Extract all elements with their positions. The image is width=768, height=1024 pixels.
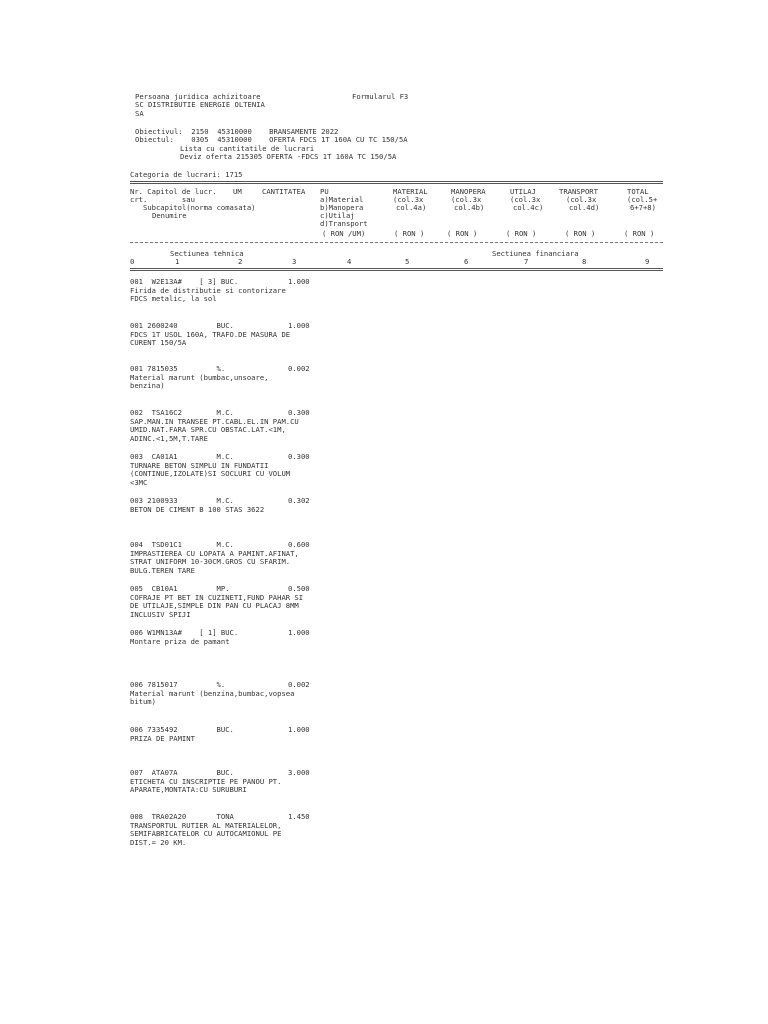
- col-header-pu: PU: [320, 187, 329, 196]
- buyer-name: SC DISTRIBUTIE ENERGIE OLTENIA: [135, 100, 265, 109]
- list-title: Lista cu cantitatile de lucrari: [180, 144, 315, 153]
- item-quantity: 1.450: [288, 812, 310, 821]
- item-description-line: FDCS metalic, la sol: [130, 294, 217, 304]
- col-number-7: 7: [524, 257, 529, 266]
- item-description-line: BULG.TEREN TARE: [130, 565, 195, 575]
- item-description-line: <3MC: [130, 477, 148, 487]
- item-code-line: 004 TSD01C1 M.C.: [130, 540, 234, 549]
- item-description-line: benzina): [130, 381, 165, 391]
- col-header-utilaj-f2: col.4c): [513, 203, 544, 212]
- item-description-line: IMPRASTIEREA CU LOPATA A PAMINT.AFINAT,: [130, 549, 299, 558]
- col-header-total-f2: 6+7+8): [630, 203, 656, 212]
- unit-pu: ( RON /UM): [322, 229, 366, 238]
- item-description-line: BETON DE CIMENT B 100 STAS 3622: [130, 505, 265, 514]
- item-description-line: FDCS 1T USOL 160A, TRAFO.DE MASURA DE: [130, 330, 291, 339]
- col-header-utilaj-f1: (col.3x: [510, 195, 541, 204]
- item-description-line: Montare priza de pamant: [130, 637, 230, 646]
- category-line: Categoria de lucrari: 1715: [130, 170, 243, 179]
- col-header-denumire: Denumire: [152, 211, 187, 220]
- col-header-total: TOTAL: [627, 187, 649, 196]
- col-header-subcapitol: Subcapitol(norma comasata): [143, 203, 256, 212]
- item-quantity: 1.000: [288, 628, 310, 637]
- item-description-line: CURENT 150/5A: [130, 338, 187, 348]
- col-number-3: 3: [292, 257, 297, 266]
- section-financiara: Sectiunea financiara: [492, 249, 579, 258]
- item-quantity: 1.000: [288, 725, 310, 734]
- item-description-line: bitum): [130, 697, 156, 707]
- item-description-line: (CONTINUE,IZOLATE)SI SOCLURI CU VOLUM: [130, 469, 291, 479]
- col-number-5: 5: [405, 257, 410, 266]
- unit-manopera: ( RON ): [447, 229, 478, 238]
- col-header-material-f2: col.4a): [396, 203, 427, 212]
- item-code-line: 001 W2E13A# [ 3] BUC.: [130, 277, 239, 286]
- item-quantity: 1.000: [288, 321, 310, 330]
- unit-utilaj: ( RON ): [506, 229, 537, 238]
- item-quantity: 0.500: [288, 584, 310, 593]
- header-bottom-rule: [130, 268, 663, 271]
- col-header-manopera-f1: (col.3x: [451, 195, 482, 204]
- buyer-name-suffix: SA: [135, 109, 144, 118]
- deviz-title: Deviz oferta 215305 OFERTA -FDCS 1T 160A TC 150/5A: [180, 152, 397, 161]
- item-code-line: 007 ATA07A BUC.: [130, 768, 234, 777]
- item-quantity: 1.000: [288, 277, 310, 286]
- item-description-line: APARATE,MONTATA:CU SURUBURI: [130, 785, 247, 795]
- item-code-line: 001 7815035 %.: [130, 364, 226, 373]
- header-top-rule: [130, 181, 663, 184]
- col-header-um: UM: [233, 187, 242, 196]
- col-header-qty: CANTITATEA: [262, 187, 306, 196]
- item-description-line: DIST.= 20 KM.: [130, 837, 187, 847]
- item-description-line: SEMIFABRICATELOR CU AUTOCAMIONUL PE: [130, 829, 282, 839]
- col-number-6: 6: [464, 257, 469, 266]
- col-number-4: 4: [347, 257, 352, 266]
- col-header-nr: Nr. Capitol de lucr.: [130, 187, 217, 196]
- col-header-manopera-f2: col.4b): [454, 203, 485, 212]
- item-description-line: STRAT UNIFORM 10-30CM.GROS CU SFARIM.: [130, 557, 291, 567]
- item-description-line: SAP.MAN.IN TRANSEE PT.CABL.EL.IN PAM.CU: [130, 417, 299, 426]
- col-header-transport: TRANSPORT: [559, 187, 598, 196]
- item-quantity: 0.302: [288, 496, 310, 505]
- obiect-line: Obiectul: 0305 45310000 OFERTA FDCS 1T 160A CU TC 150/5A: [135, 135, 408, 144]
- col-header-crt: crt. sau: [130, 195, 195, 204]
- unit-material: ( RON ): [394, 229, 425, 238]
- col-number-0: 0: [130, 257, 135, 266]
- item-code-line: 008 TRA02A20 TONA: [130, 812, 234, 821]
- item-code-line: 002 TSA16C2 M.C.: [130, 408, 234, 417]
- col-number-9: 9: [645, 257, 650, 266]
- col-number-1: 1: [175, 257, 180, 266]
- item-description-line: PRIZA DE PAMINT: [130, 734, 195, 743]
- col-header-pu-c: c)Utilaj: [320, 211, 355, 220]
- item-description-line: COFRAJE PT BET IN CUZINETI,FUND PAHAR SI: [130, 593, 304, 602]
- item-quantity: 0.002: [288, 680, 310, 689]
- item-description-line: TRANSPORTUL RUTIER AL MATERIALELOR,: [130, 821, 282, 830]
- col-header-pu-a: a)Material: [320, 195, 364, 204]
- item-code-line: 003 2100933 M.C.: [130, 496, 234, 505]
- item-code-line: 006 7815017 %.: [130, 680, 226, 689]
- col-number-2: 2: [238, 257, 243, 266]
- item-description-line: DE UTILAJE,SIMPLE DIN PAN CU PLACAJ 8MM: [130, 601, 299, 611]
- item-description-line: UMID.NAT.FARA SPR.CU OBSTAC.LAT.<1M,: [130, 425, 286, 435]
- col-header-pu-b: b)Manopera: [320, 203, 364, 212]
- item-code-line: 001 2600240 BUC.: [130, 321, 234, 330]
- buyer-label: Persoana juridica achizitoare: [135, 92, 261, 101]
- item-code-line: 005 CB10A1 MP.: [130, 584, 230, 593]
- item-code-line: 003 CA01A1 M.C.: [130, 452, 234, 461]
- item-quantity: 3.000: [288, 768, 310, 777]
- item-quantity: 0.300: [288, 452, 310, 461]
- col-header-transport-f2: col.4d): [569, 203, 600, 212]
- col-header-utilaj: UTILAJ: [510, 187, 536, 196]
- header-mid-rule: [130, 242, 663, 243]
- item-description-line: Material marunt (bumbac,unsoare,: [130, 373, 269, 382]
- col-header-material: MATERIAL: [393, 187, 428, 196]
- form-label: Formularul F3: [352, 92, 409, 101]
- item-description-line: Firida de distributie si contorizare: [130, 286, 286, 295]
- item-quantity: 0.300: [288, 408, 310, 417]
- unit-total: ( RON ): [624, 229, 655, 238]
- item-description-line: INCLUSIV SPIJI: [130, 609, 191, 619]
- section-tehnica: Sectiunea tehnica: [170, 249, 244, 258]
- col-number-8: 8: [582, 257, 587, 266]
- item-quantity: 0.002: [288, 364, 310, 373]
- item-description-line: ADINC.<1,5M,T.TARE: [130, 433, 208, 443]
- item-description-line: TURNARE BETON SIMPLU IN FUNDATII: [130, 461, 269, 470]
- col-header-transport-f1: (col.3x: [566, 195, 597, 204]
- unit-transport: ( RON ): [565, 229, 596, 238]
- col-header-total-f1: (col.5+: [627, 195, 658, 204]
- item-quantity: 0.600: [288, 540, 310, 549]
- item-description-line: Material marunt (benzina,bumbac,vopsea: [130, 689, 295, 698]
- col-header-manopera: MANOPERA: [451, 187, 486, 196]
- item-description-line: ETICHETA CU INSCRIPTIE PE PANOU PT.: [130, 777, 282, 786]
- col-header-pu-d: d)Transport: [320, 219, 368, 228]
- item-code-line: 006 W1MN13A# [ 1] BUC.: [130, 628, 239, 637]
- item-code-line: 006 7335492 BUC.: [130, 725, 234, 734]
- obiectiv-line: Obiectivul: 2150 45310000 BRANSAMENTE 2022: [135, 127, 339, 136]
- col-header-material-f1: (col.3x: [393, 195, 424, 204]
